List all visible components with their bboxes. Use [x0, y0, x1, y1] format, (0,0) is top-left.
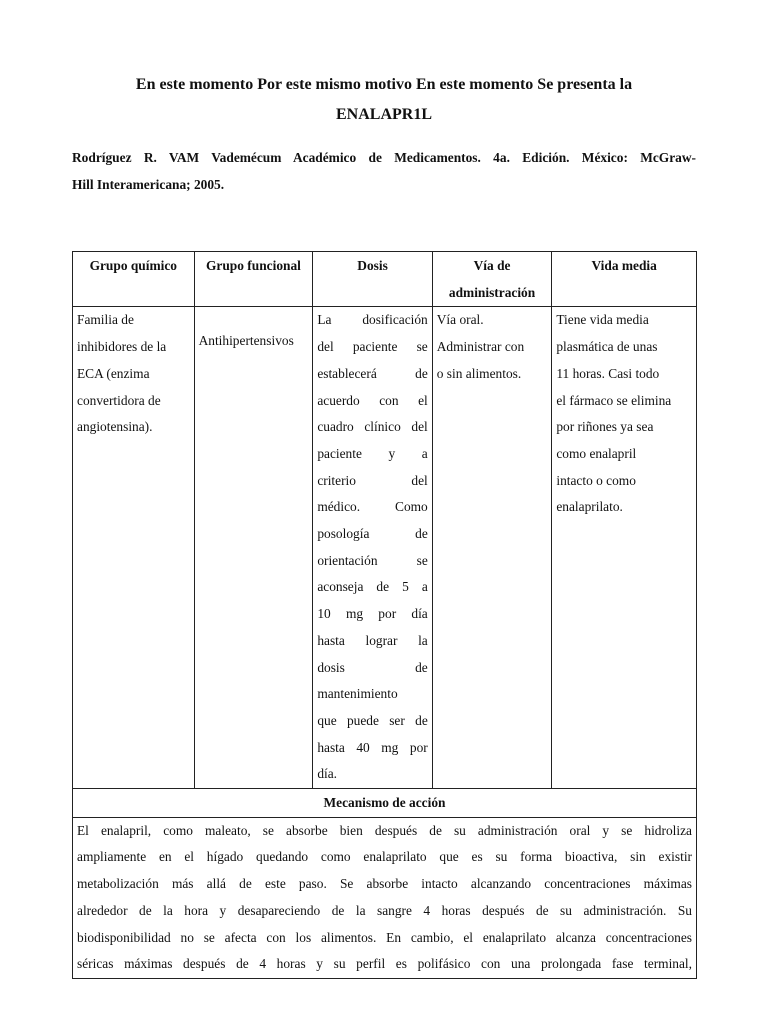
cell-line: hasta lograr la [317, 632, 428, 648]
cell-line: médico. Como [317, 499, 428, 515]
cell-line: Vía oral. [436, 312, 484, 328]
cell-line: intacto o como [556, 472, 636, 488]
paragraph-line: El enalapril, como maleato, se absorbe bien después de su administración oral y se hidroliza [77, 822, 692, 838]
cell-line: plasmática de unas [556, 339, 658, 355]
cell-line: La dosificación [317, 312, 428, 328]
cell-line: Familia de [77, 312, 134, 328]
header-grupo-funcional: Grupo funcional [194, 252, 313, 307]
cell-line: aconseja de 5 a [317, 579, 428, 595]
header-via-line: Vía de [473, 258, 511, 273]
cell-line: Antihipertensivos [198, 333, 294, 349]
mecanismo-body-row [73, 817, 697, 978]
cell-line: que puede ser de [317, 712, 428, 728]
cell-line: 11 horas. Casi todo [556, 365, 660, 381]
paragraph-line: alrededor de la hora y desapareciendo de la sangre 4 horas después de su administración. Su [77, 902, 692, 918]
cell-line: criterio del [317, 472, 428, 488]
paragraph-line: metabolización más allá de este paso. Se absorbe intacto alcanzando concentraciones máximas [77, 876, 692, 892]
header-dosis: Dosis [313, 252, 432, 307]
paragraph-line: séricas máximas después de 4 horas y su perfil es polifásico con una prolongada fase terminal, [77, 956, 692, 972]
cell-line: cuadro clínico del [317, 419, 428, 435]
table-row [73, 307, 697, 789]
cell-line: como enalapril [556, 445, 637, 461]
paragraph-line: biodisponibilidad no se afecta con los alimentos. En cambio, el enalaprilato alcanza concentraciones [77, 929, 692, 945]
cell-line: mantenimiento [317, 686, 398, 702]
cell-grupo-funcional [194, 307, 313, 789]
paragraph-line: ampliamente en el hígado quedando como enalaprilato que es su forma bioactiva, sin existir [77, 849, 692, 865]
cell-line: dosis de [317, 659, 428, 675]
drug-info-table [72, 251, 697, 979]
cell-line: hasta 40 mg por [317, 739, 428, 755]
title-drug-name: ENALAPR1L [335, 106, 432, 123]
cell-line: Administrar con [436, 339, 525, 355]
header-vida-media: Vida media [552, 252, 697, 307]
cell-line: día. [317, 766, 338, 782]
cell-line: del paciente se [317, 339, 428, 355]
cell-vida-media [552, 307, 697, 789]
cell-line: paciente y a [317, 445, 428, 461]
cell-line: acuerdo con el [317, 392, 428, 408]
cell-line: Tiene vida media [556, 312, 649, 328]
cell-line: inhibidores de la [77, 339, 167, 355]
document-title [60, 70, 708, 130]
cell-line: establecerá de [317, 365, 428, 381]
cell-line: el fármaco se elimina [556, 392, 672, 408]
bibliographic-reference [72, 144, 696, 198]
mecanismo-header-row [73, 789, 697, 818]
header-via-line: administración [448, 284, 536, 300]
cell-line: enalaprilato. [556, 499, 623, 515]
cell-line: posología de [317, 526, 428, 542]
reference-line: Rodríguez R. VAM Vademécum Académico de Medicamentos. 4a. Edición. México: McGraw- [72, 150, 696, 165]
cell-line: o sin alimentos. [436, 365, 522, 381]
mecanismo-title: Mecanismo de acción [73, 789, 697, 818]
header-grupo-quimico: Grupo químico [73, 252, 195, 307]
cell-line: por riñones ya sea [556, 419, 654, 435]
header-via-administracion [432, 252, 552, 307]
cell-grupo-quimico [73, 307, 195, 789]
cell-line: orientación se [317, 552, 428, 568]
cell-via-administracion [432, 307, 552, 789]
cell-line: angiotensina). [77, 419, 153, 435]
title-line: En este momento Por este mismo motivo En este momento Se presenta la [135, 76, 633, 93]
table-header-row [73, 252, 697, 307]
reference-line: Hill Interamericana; 2005. [72, 177, 225, 192]
mecanismo-text [73, 817, 697, 978]
cell-line: ECA (enzima [77, 365, 150, 381]
cell-line: 10 mg por día [317, 606, 428, 622]
cell-line: convertidora de [77, 392, 161, 408]
cell-dosis [313, 307, 432, 789]
